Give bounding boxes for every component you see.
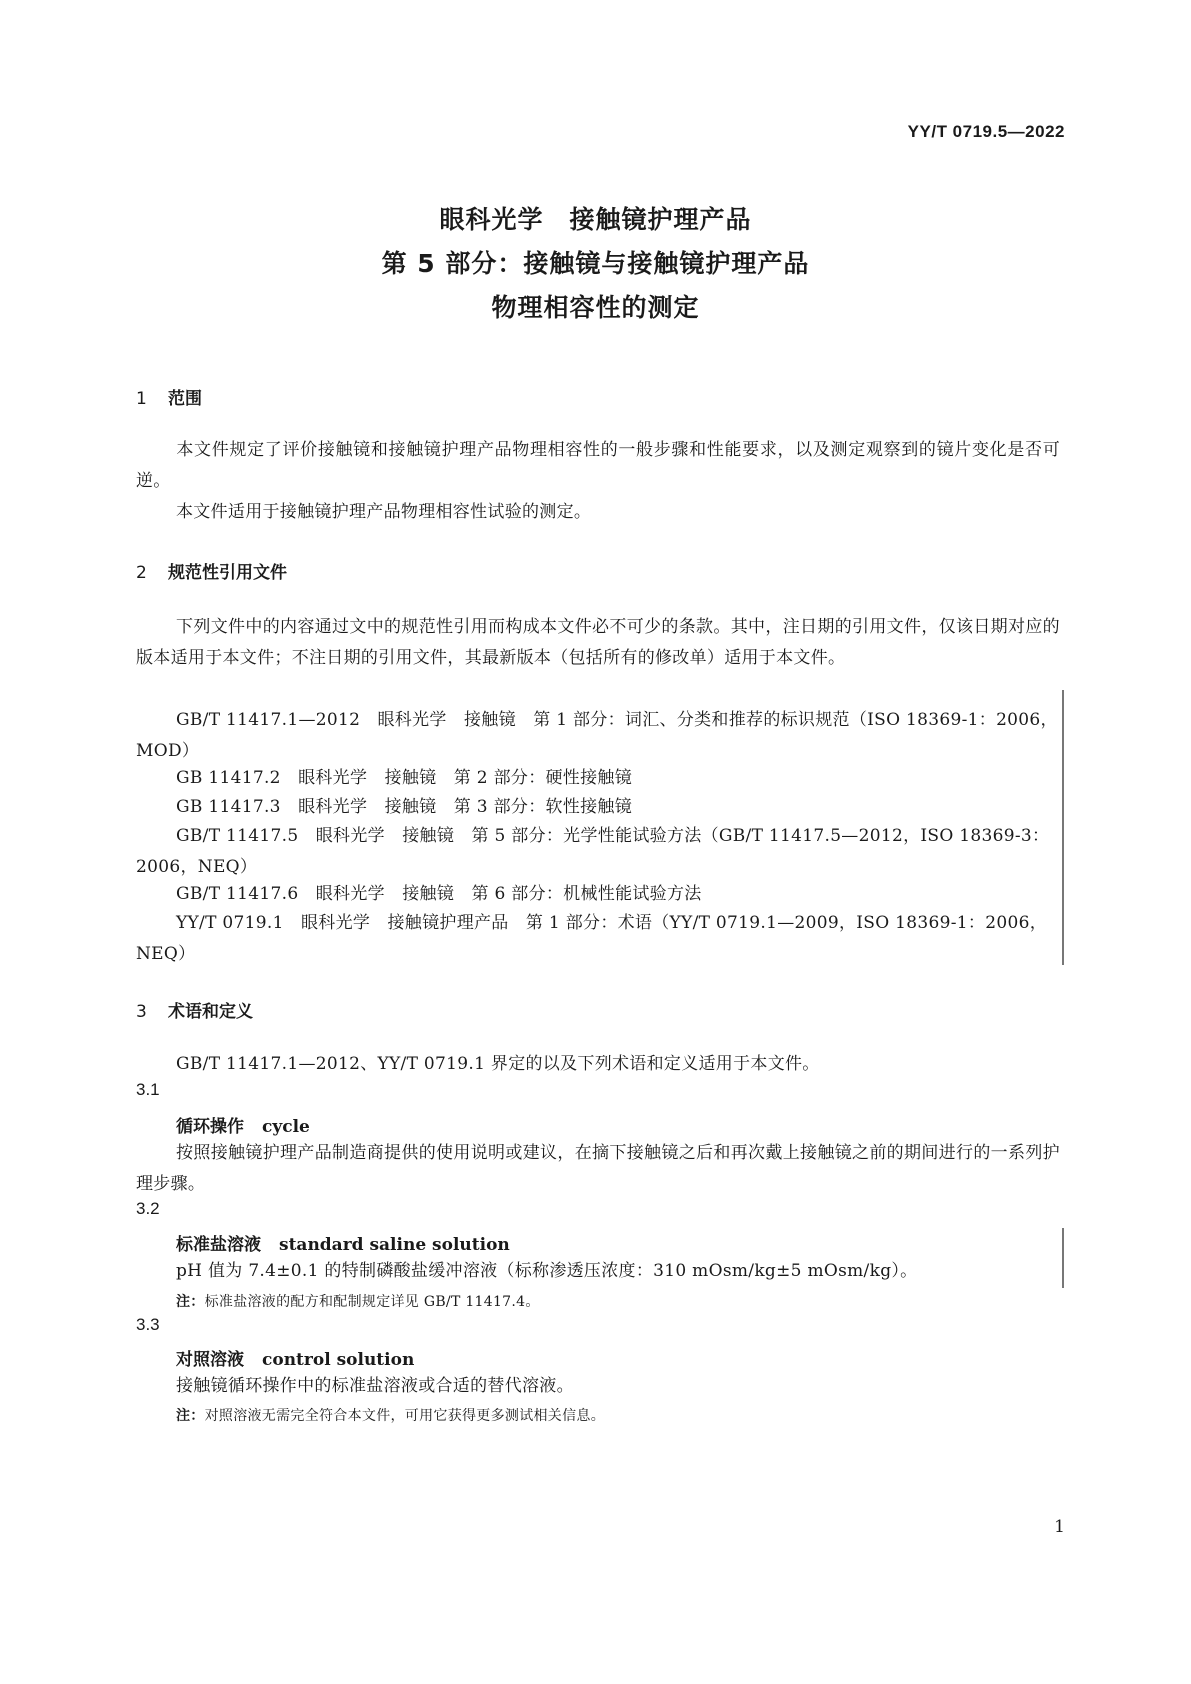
section-number: 2 bbox=[136, 563, 147, 583]
section-1-paragraph-2: 本文件适用于接触镜护理产品物理相容性试验的测定。 bbox=[176, 502, 592, 522]
page-number: 1 bbox=[1054, 1517, 1065, 1537]
reference-item: GB/T 11417.1—2012 眼科光学 接触镜 第 1 部分：词汇、分类和推荐的标识规范（ISO 18369-1：2006，MOD） bbox=[136, 710, 1058, 761]
term-definition: 接触镜循环操作中的标准盐溶液或合适的替代溶液。 bbox=[176, 1376, 574, 1396]
term-title: 循环操作 cycle bbox=[176, 1117, 310, 1137]
change-bar bbox=[1062, 1228, 1064, 1288]
term-note: 注：标准盐溶液的配方和配制规定详见 GB/T 11417.4。 bbox=[176, 1294, 540, 1310]
section-2-heading bbox=[136, 558, 287, 583]
clause-number: 3.1 bbox=[136, 1080, 160, 1099]
section-3-intro: GB/T 11417.1—2012、YY/T 0719.1 界定的以及下列术语和定义适用于本文件。 bbox=[176, 1054, 820, 1074]
reference-item: GB 11417.2 眼科光学 接触镜 第 2 部分：硬性接触镜 bbox=[176, 768, 632, 788]
section-title: 规范性引用文件 bbox=[168, 563, 287, 583]
document-title-line2: 第 5 部分：接触镜与接触镜护理产品 bbox=[381, 249, 810, 278]
section-title: 术语和定义 bbox=[168, 1002, 253, 1022]
document-title-line1: 眼科光学 接触镜护理产品 bbox=[439, 205, 752, 234]
section-3-heading bbox=[136, 997, 253, 1022]
term-definition: 按照接触镜护理产品制造商提供的使用说明或建议，在摘下接触镜之后和再次戴上接触镜之前的期间进行的一系列护理步骤。 bbox=[136, 1143, 1060, 1194]
reference-item: GB 11417.3 眼科光学 接触镜 第 3 部分：软性接触镜 bbox=[176, 797, 632, 817]
section-1-paragraph-1: 本文件规定了评价接触镜和接触镜护理产品物理相容性的一般步骤和性能要求，以及测定观察到的镜片变化是否可逆。 bbox=[136, 440, 1060, 491]
section-2-intro: 下列文件中的内容通过文中的规范性引用而构成本文件必不可少的条款。其中，注日期的引用文件，仅该日期对应的版本适用于本文件；不注日期的引用文件，其最新版本（包括所有的修改单）适用于本文件。 bbox=[136, 617, 1060, 668]
clause-number: 3.2 bbox=[136, 1199, 160, 1218]
section-title: 范围 bbox=[168, 389, 202, 409]
clause-number: 3.3 bbox=[136, 1315, 160, 1334]
section-number: 1 bbox=[136, 389, 147, 409]
document-title-line3: 物理相容性的测定 bbox=[491, 293, 700, 322]
standard-code: YY/T 0719.5—2022 bbox=[907, 122, 1065, 141]
term-definition: pH 值为 7.4±0.1 的特制磷酸盐缓冲溶液（标称渗透压浓度：310 mOsm/kg±5 mOsm/kg）。 bbox=[176, 1261, 918, 1281]
term-title: 对照溶液 control solution bbox=[176, 1350, 415, 1370]
reference-item: YY/T 0719.1 眼科光学 接触镜护理产品 第 1 部分：术语（YY/T 0719.1—2009，ISO 18369-1：2006，NEQ） bbox=[136, 913, 1047, 964]
reference-item: GB/T 11417.6 眼科光学 接触镜 第 6 部分：机械性能试验方法 bbox=[176, 884, 702, 904]
reference-item: GB/T 11417.5 眼科光学 接触镜 第 5 部分：光学性能试验方法（GB/T 11417.5—2012，ISO 18369-3：2006，NEQ） bbox=[136, 826, 1050, 877]
term-title: 标准盐溶液 standard saline solution bbox=[176, 1235, 510, 1255]
section-1-heading bbox=[136, 384, 202, 409]
section-number: 3 bbox=[136, 1002, 147, 1022]
change-bar bbox=[1062, 690, 1064, 965]
term-note: 注：对照溶液无需完全符合本文件，可用它获得更多测试相关信息。 bbox=[176, 1408, 606, 1424]
